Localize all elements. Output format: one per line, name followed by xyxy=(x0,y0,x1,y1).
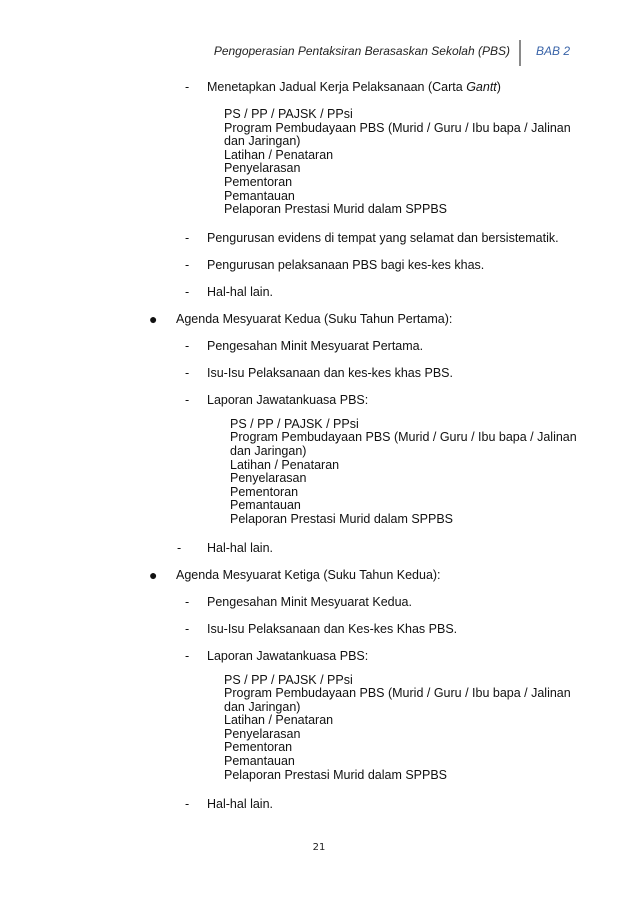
item-text: Hal-hal lain. xyxy=(207,797,274,812)
list-item xyxy=(0,366,638,380)
item-text: Hal-hal lain. xyxy=(207,284,274,299)
agenda-heading xyxy=(0,568,638,582)
sub-list xyxy=(0,418,638,527)
sub-item: Penyelarasan xyxy=(230,471,307,486)
header-title: Pengoperasian Pentaksiran Berasaskan Sekolah (PBS) xyxy=(213,44,510,58)
list-item xyxy=(0,339,638,353)
header-divider xyxy=(519,40,521,66)
sub-list xyxy=(0,108,638,217)
dash-marker: - xyxy=(185,797,190,812)
item-text: Pengesahan Minit Mesyuarat Kedua. xyxy=(207,594,412,609)
sub-item: PS / PP / PAJSK / PPsi xyxy=(224,107,353,121)
item-text: Isu-Isu Pelaksanaan dan Kes-kes Khas PBS. xyxy=(207,621,458,636)
list-item xyxy=(0,649,638,663)
item-text: Laporan Jawatankuasa PBS: xyxy=(207,648,369,663)
dash-marker: - xyxy=(185,365,190,380)
sub-item: Penyelarasan xyxy=(224,726,301,741)
dash-marker: - xyxy=(185,257,190,272)
sub-item: Pemantauan xyxy=(230,498,301,513)
sub-item: Pemantauan xyxy=(224,188,295,203)
list-item xyxy=(0,541,638,555)
page-header xyxy=(0,40,638,66)
item-text: Hal-hal lain. xyxy=(207,540,274,555)
dash-marker: - xyxy=(185,392,190,407)
agenda-title: Agenda Mesyuarat Ketiga (Suku Tahun Kedua): xyxy=(176,567,441,582)
sub-item: Pelaporan Prestasi Murid dalam SPPBS xyxy=(224,767,448,782)
bullet-marker: ● xyxy=(149,566,158,583)
list-item xyxy=(0,797,638,811)
document-body xyxy=(0,80,638,811)
bullet-marker: ● xyxy=(149,310,158,327)
sub-item: Program Pembudayaan PBS (Murid / Guru / Ibu bapa / Jalinan dan Jaringan) xyxy=(230,430,577,458)
sub-item: Pementoran xyxy=(230,484,299,499)
list-item xyxy=(0,80,638,94)
sub-item: Latihan / Penataran xyxy=(224,147,334,162)
sub-item: Penyelarasan xyxy=(224,161,301,176)
header-chapter: BAB 2 xyxy=(536,44,571,58)
list-item xyxy=(0,285,638,299)
list-item xyxy=(0,393,638,407)
page-number: 21 xyxy=(312,842,326,853)
dash-marker: - xyxy=(185,284,190,299)
item-text: Laporan Jawatankuasa PBS: xyxy=(207,392,369,407)
item-text: Pengesahan Minit Mesyuarat Pertama. xyxy=(207,338,424,353)
list-item xyxy=(0,231,638,245)
dash-marker: - xyxy=(185,594,190,609)
sub-list xyxy=(0,674,638,783)
list-item xyxy=(0,622,638,636)
sub-item: Pementoran xyxy=(224,740,293,755)
sub-item: PS / PP / PAJSK / PPsi xyxy=(224,672,353,687)
item-text: Isu-Isu Pelaksanaan dan kes-kes khas PBS. xyxy=(207,365,453,380)
sub-item: Program Pembudayaan PBS (Murid / Guru / Ibu bapa / Jalinan dan Jaringan) xyxy=(224,120,571,149)
sub-item: Pelaporan Prestasi Murid dalam SPPBS xyxy=(230,511,454,526)
dash-marker: - xyxy=(185,621,190,636)
item-text: Pengurusan pelaksanaan PBS bagi kes-kes khas. xyxy=(207,257,485,272)
dash-marker: - xyxy=(185,338,190,353)
sub-item: Program Pembudayaan PBS (Murid / Guru / Ibu bapa / Jalinan dan Jaringan) xyxy=(224,686,571,714)
sub-item: Pelaporan Prestasi Murid dalam SPPBS xyxy=(224,202,448,217)
sub-item: Pementoran xyxy=(224,174,293,189)
dash-marker: - xyxy=(177,540,182,555)
sub-item: Latihan / Penataran xyxy=(230,457,340,472)
list-item xyxy=(0,595,638,609)
agenda-heading xyxy=(0,312,638,326)
item-jadual: Menetapkan Jadual Kerja Pelaksanaan (Carta Gantt) xyxy=(207,80,501,94)
list-item xyxy=(0,258,638,272)
sub-item: PS / PP / PAJSK / PPsi xyxy=(230,416,359,431)
agenda-title: Agenda Mesyuarat Kedua (Suku Tahun Pertama): xyxy=(176,311,453,326)
dash-marker: - xyxy=(185,230,190,245)
dash-marker: - xyxy=(185,648,190,663)
item-text: Pengurusan evidens di tempat yang selamat dan bersistematik. xyxy=(207,230,559,245)
sub-item: Pemantauan xyxy=(224,754,295,769)
sub-item: Latihan / Penataran xyxy=(224,713,334,728)
dash-marker: - xyxy=(185,80,190,94)
